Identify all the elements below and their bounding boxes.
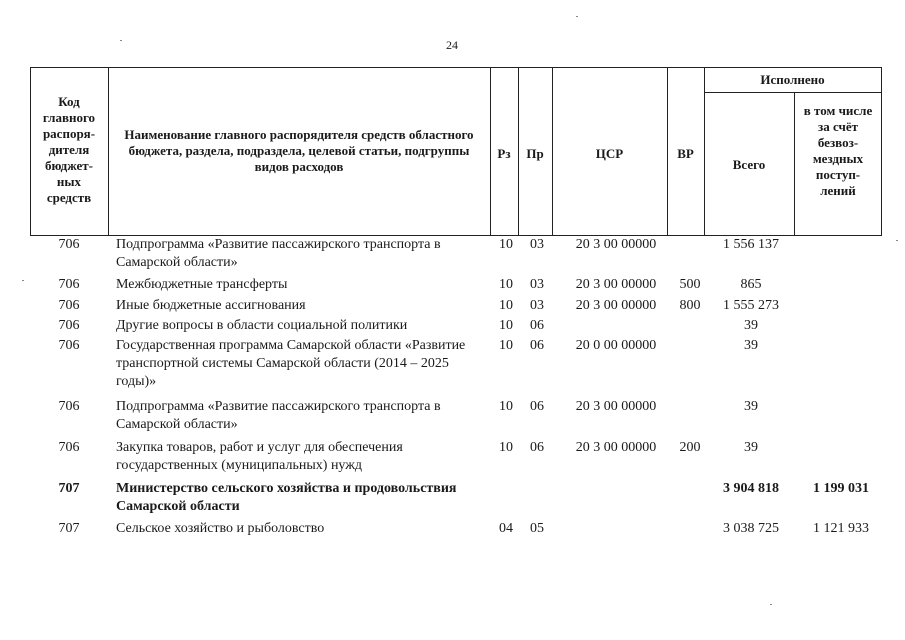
cell-total: 1 555 273 xyxy=(723,298,779,313)
cell-name: Министерство сельского хозяйства и продовольствия Самарской области xyxy=(116,481,457,514)
cell-code: 706 xyxy=(58,399,80,414)
cell-total: 3 038 725 xyxy=(723,521,779,536)
header-pr: Пр xyxy=(526,146,544,161)
header-vr: ВР xyxy=(677,146,694,161)
header-border-right xyxy=(881,67,882,236)
cell-name: Межбюджетные трансферты xyxy=(116,277,288,292)
header-border-total-incl xyxy=(794,92,795,236)
cell-vr: 200 xyxy=(679,440,701,455)
scan-speck xyxy=(770,604,772,605)
header-total: Всего xyxy=(732,157,766,172)
cell-pr: 03 xyxy=(530,298,544,313)
cell-total: 39 xyxy=(744,440,758,455)
header-border-left xyxy=(30,67,31,236)
scan-speck xyxy=(576,16,578,17)
cell-name: Другие вопросы в области социальной политики xyxy=(116,318,408,333)
cell-total: 3 904 818 xyxy=(723,481,779,496)
cell-name: Закупка товаров, работ и услуг для обеспечения государственных (муниципальных) нужд xyxy=(116,440,403,473)
cell-pr: 03 xyxy=(530,277,544,292)
header-executed: Исполнено xyxy=(760,72,825,87)
cell-pr: 06 xyxy=(530,399,544,414)
header-border-vr-total xyxy=(704,67,705,236)
cell-code: 706 xyxy=(58,318,80,333)
cell-name: Иные бюджетные ассигнования xyxy=(116,298,306,313)
cell-pr: 03 xyxy=(530,237,544,252)
cell-total: 39 xyxy=(744,338,758,353)
cell-pr: 06 xyxy=(530,440,544,455)
cell-incl: 1 121 933 xyxy=(813,521,869,536)
cell-code: 707 xyxy=(58,481,80,496)
header-rz: Рз xyxy=(497,146,511,161)
header-csr: ЦСР xyxy=(595,146,624,161)
cell-vr: 500 xyxy=(679,277,701,292)
cell-rz: 10 xyxy=(499,237,513,252)
header-top-border xyxy=(30,67,882,68)
cell-total: 39 xyxy=(744,399,758,414)
scan-speck xyxy=(896,240,898,241)
cell-pr: 06 xyxy=(530,318,544,333)
cell-pr: 06 xyxy=(530,338,544,353)
cell-code: 706 xyxy=(58,237,80,252)
cell-rz: 10 xyxy=(499,399,513,414)
cell-rz: 10 xyxy=(499,318,513,333)
cell-csr: 20 3 00 00000 xyxy=(575,399,657,414)
cell-name: Государственная программа Самарской области «Развитие транспортной системы Самарской области (2014 – 2025 годы)» xyxy=(116,338,466,389)
cell-code: 706 xyxy=(58,298,80,313)
cell-total: 39 xyxy=(744,318,758,333)
cell-csr: 20 3 00 00000 xyxy=(575,237,657,252)
cell-total: 865 xyxy=(740,277,762,292)
cell-name: Подпрограмма «Развитие пассажирского транспорта в Самарской области» xyxy=(116,237,441,270)
cell-rz: 10 xyxy=(499,440,513,455)
cell-code: 706 xyxy=(58,277,80,292)
cell-code: 707 xyxy=(58,521,80,536)
header-incl: в том числе за счёт безвоз-мездных поступ-лений xyxy=(803,103,873,198)
cell-pr: 05 xyxy=(530,521,544,536)
header-name: Наименование главного распорядителя средств областного бюджета, раздела, подраздела, целевой статьи, подгруппы видов расходов xyxy=(124,127,474,174)
scan-speck xyxy=(22,280,24,281)
cell-csr: 20 3 00 00000 xyxy=(575,277,657,292)
cell-total: 1 556 137 xyxy=(723,237,779,252)
cell-code: 706 xyxy=(58,440,80,455)
cell-rz: 10 xyxy=(499,298,513,313)
cell-name: Сельское хозяйство и рыболовство xyxy=(116,521,325,536)
scan-speck xyxy=(120,40,122,41)
header-code: Код главного распоря-дителя бюджет-ных средств xyxy=(42,94,96,205)
header-border-code-name xyxy=(108,67,109,236)
cell-csr: 20 3 00 00000 xyxy=(575,440,657,455)
cell-rz: 10 xyxy=(499,277,513,292)
cell-rz: 10 xyxy=(499,338,513,353)
cell-code: 706 xyxy=(58,338,80,353)
page-number: 24 xyxy=(446,38,458,52)
cell-rz: 04 xyxy=(499,521,513,536)
cell-vr: 800 xyxy=(679,298,701,313)
cell-csr: 20 3 00 00000 xyxy=(575,298,657,313)
cell-incl: 1 199 031 xyxy=(813,481,869,496)
cell-name: Подпрограмма «Развитие пассажирского транспорта в Самарской области» xyxy=(116,399,441,432)
header-executed-divider xyxy=(704,92,882,93)
cell-csr: 20 0 00 00000 xyxy=(575,338,657,353)
